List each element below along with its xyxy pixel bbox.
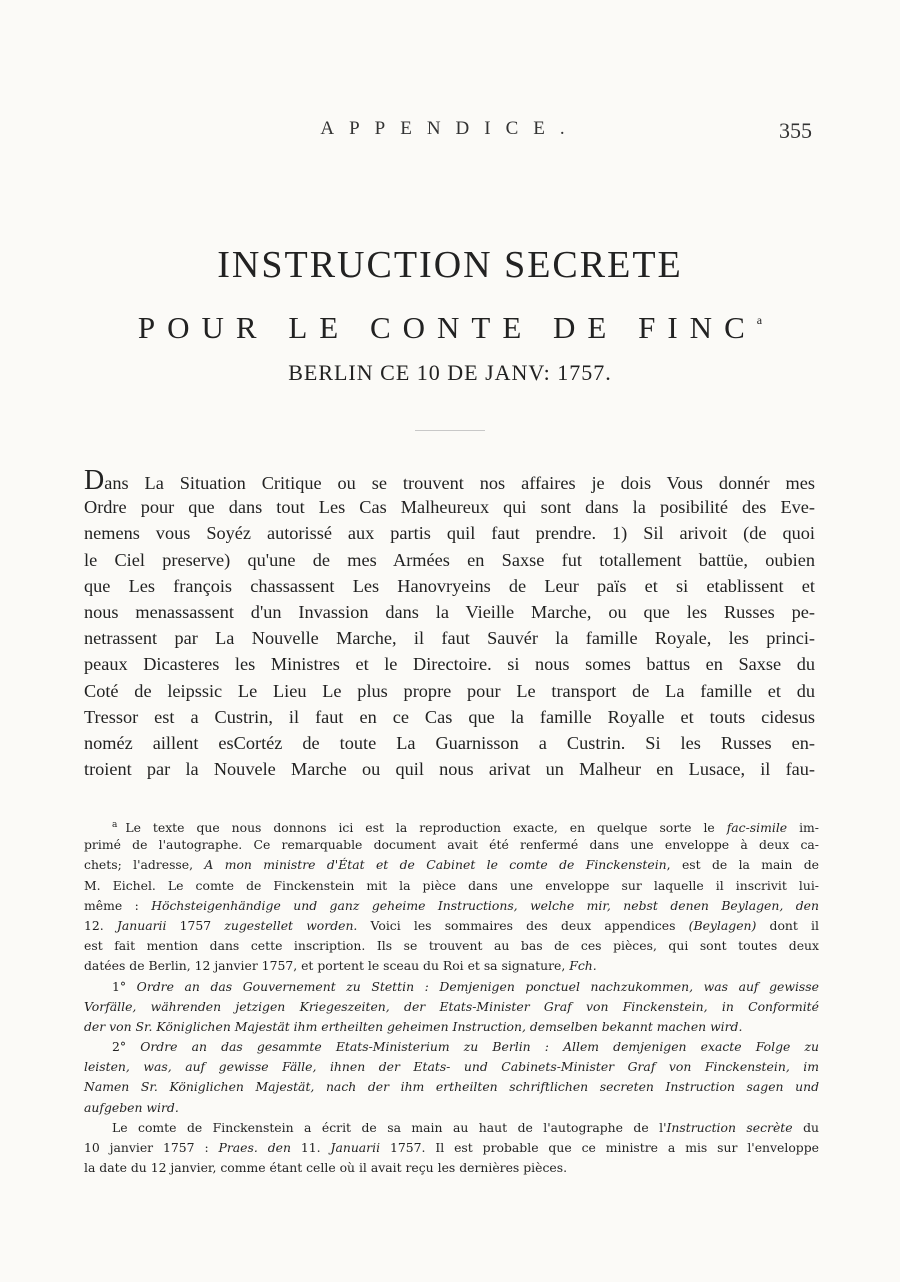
footnote-text: 2° [112, 1039, 141, 1055]
title-block [0, 240, 900, 431]
footnote-line [84, 1037, 819, 1057]
body-line [84, 465, 815, 496]
footnote-marker-a: a [756, 313, 763, 327]
footnote-line [84, 1138, 819, 1158]
body-line-text: nous menassassent d'un Invassion dans la Vieille Marche, ou que les Russes pe- [84, 601, 815, 622]
body-line-text: netrassent par La Nouvelle Marche, il faut Sauvér la famille Royale, les princi- [84, 628, 815, 649]
footnotes [84, 815, 819, 1178]
body-line-text: que Les françois chassassent Les Hanovryeins de Leur païs et si etablissent et [84, 575, 815, 596]
footnote-line [84, 1158, 819, 1178]
body-line-text: peaux Dicasteres les Ministres et le Directoire. si nous somes battus en Saxse du [84, 654, 815, 675]
footnote-line [84, 936, 819, 956]
body-line [84, 730, 815, 756]
footnote-line [84, 1077, 819, 1097]
footnote-text: Le comte de Finckenstein a écrit de sa main au haut de l'autographe de l' [112, 1119, 667, 1135]
body-line-text: Tressor est a Custrin, il faut en ce Cas que la famille Royalle et touts cidesus [84, 706, 815, 727]
footnote-italic-text: Ordre an das Gouvernement zu Stettin : Demjenigen ponctuel nachzukommen, was auf gewisse [136, 978, 819, 994]
footnote-italic-text: leisten, was, auf gewisse Fälle, ihnen der Etats- und Cabinets-Minister Graf von Finckenstein, im [84, 1059, 819, 1075]
footnote-line [84, 977, 819, 997]
footnote-text: Le texte que nous donnons ici est la reproduction exacte, en quelque sorte le [125, 820, 727, 835]
body-line [84, 547, 815, 573]
footnote-text: dont il [756, 917, 819, 933]
footnote-text: 1° [112, 978, 137, 994]
footnote-italic-text: Januarii [116, 917, 167, 933]
body-line-text: nemens vous Soyéz autorissé aux partis quil faut prendre. 1) Sil arivoit (de quoi [84, 523, 815, 544]
footnote-line [84, 997, 819, 1017]
footnote-text: chets; l'adresse, [84, 857, 205, 873]
footnote-italic-text: Fch. [569, 958, 597, 974]
body-line [84, 651, 815, 677]
title-line-1: INSTRUCTION SECRETE [217, 244, 683, 286]
body-line [84, 704, 815, 730]
footnote-line [84, 956, 819, 976]
body-line-text: troient par la Nouvele Marche ou quil nous arivat un Malheur en Lusace, il fau- [84, 759, 815, 780]
footnote-italic-text: Januarii [330, 1140, 381, 1155]
footnote-italic-text: A mon ministre d'État et de Cabinet le comte de Finckenstein [204, 857, 667, 873]
footnote-text: est fait mention dans cette inscription. Ils se trouvent au bas de ces pièces, qui sont toutes deux [84, 938, 819, 954]
body-line-text: le Ciel preserve) qu'une de mes Armées en Saxse fut totallement battüe, oubien [84, 549, 815, 570]
title-divider [415, 430, 485, 431]
body-text [84, 465, 815, 782]
page-number: 355 [779, 118, 812, 143]
footnote-text: Voici les sommaires des deux appendices [357, 917, 689, 933]
title-line-3: BERLIN CE 10 DE JANV: 1757. [288, 360, 612, 385]
footnote-text: du [792, 1119, 819, 1135]
footnote-italic-text: fac-simile [726, 820, 788, 835]
footnote-text: 10 janvier 1757 : [84, 1140, 219, 1155]
footnote-line [84, 896, 819, 916]
body-initial: D [84, 465, 105, 496]
footnote-line [84, 916, 819, 936]
footnote-text: 11. [290, 1140, 331, 1155]
footnote-text: même : [84, 897, 152, 913]
body-line [84, 520, 815, 546]
body-line-text: ans La Situation Critique ou se trouvent nos affaires je dois Vous donnér mes [104, 473, 815, 493]
footnote-text: datées de Berlin, 12 janvier 1757, et portent le sceau du Roi et sa signature, [84, 958, 570, 974]
footnote-text: 1757 [166, 917, 225, 933]
footnote-line [84, 1118, 819, 1138]
body-line-text: noméz aillent esCortéz de toute La Guarnisson a Custrin. Si les Russes en- [84, 732, 815, 753]
footnote-text: 12. [84, 917, 117, 933]
body-line-text: Ordre pour que dans tout Les Cas Malheureux qui sont dans la posibilité des Eve- [84, 497, 815, 518]
footnote-text: im- [787, 820, 819, 835]
footnote-line [84, 855, 819, 875]
footnote-italic-text: Ordre an das gesammte Etats-Ministerium zu Berlin : Allem demjenigen exacte Folge zu [140, 1039, 819, 1055]
footnote-italic-text: (Beylagen) [688, 917, 757, 933]
footnote-text: 1757. Il est probable que ce ministre a mis sur l'enveloppe [380, 1140, 819, 1155]
footnote-italic-text: aufgeben wird. [84, 1099, 179, 1115]
footnote-italic-text: Instruction secrète [666, 1119, 793, 1135]
title-line-2 [0, 298, 900, 350]
footnote-line [84, 1098, 819, 1118]
footnote-text: M. Eichel. Le comte de Finckenstein mit la pièce dans une enveloppe sur laquelle il inscrivit lui- [84, 877, 819, 893]
footnote-line [84, 1057, 819, 1077]
footnote-text: primé de l'autographe. Ce remarquable document avait été renfermé dans une enveloppe à deux ca- [84, 837, 819, 853]
footnote-line [84, 1017, 819, 1037]
footnote-italic-text: zugestellet worden. [224, 917, 358, 933]
footnote-line [84, 876, 819, 896]
footnote-italic-text: Namen Sr. Königlichen Majestät, nach der ihm ertheilten schriftlichen secreten Instruction sagen und [84, 1079, 819, 1095]
running-head [0, 118, 900, 148]
body-line [84, 573, 815, 599]
body-line-text: Coté de leipssic Le Lieu Le plus propre pour Le transport de La famille et du [84, 680, 815, 701]
body-line [84, 756, 815, 782]
running-title: APPENDICE. [320, 118, 580, 139]
footnote-text: , est de la main de [666, 857, 819, 873]
footnote-line [84, 835, 819, 855]
footnote-line [84, 815, 819, 835]
footnote-marker: a [112, 820, 118, 830]
body-line [84, 494, 815, 520]
footnote-italic-text: Höchsteigenhändige und ganz geheime Instructions, welche mir, nebst denen Beylagen, den [151, 897, 819, 913]
footnote-italic-text: Vorfälle, währenden jetzigen Kriegeszeiten, der Etats-Minister Graf von Finckenstein, in Conformité [84, 998, 819, 1014]
body-line [84, 599, 815, 625]
title-line-2-text: POUR LE CONTE DE FINC [137, 310, 757, 345]
footnote-italic-text: Praes. den [218, 1140, 291, 1155]
footnote-italic-text: der von Sr. Königlichen Majestät ihm ertheilten geheimen Instruction, demselben bekannt machen wird. [84, 1018, 743, 1034]
body-line [84, 625, 815, 651]
footnote-text: la date du 12 janvier, comme étant celle où il avait reçu les dernières pièces. [84, 1160, 568, 1176]
body-line [84, 678, 815, 704]
